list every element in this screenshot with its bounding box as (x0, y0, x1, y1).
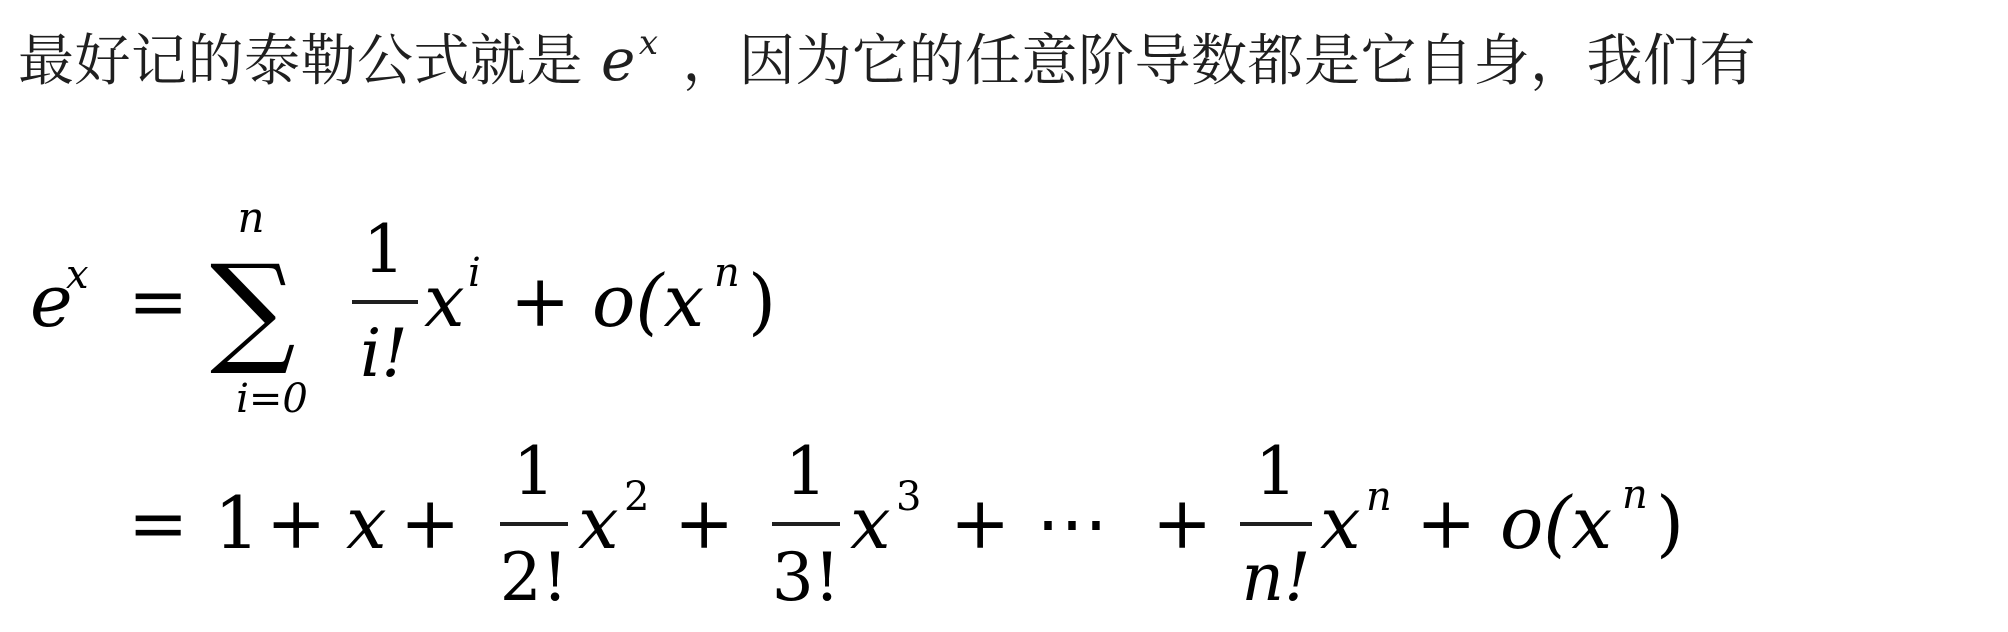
remainder-exponent: n (714, 250, 740, 296)
equals-sign-2: = (128, 481, 189, 565)
intro-text-after-content: ，因为它的任意阶导数都是它自身，我们有 (682, 29, 1757, 94)
plus-sign-4: + (674, 481, 735, 565)
nth-term-exponent: n (1366, 474, 1392, 520)
frac3-numerator: 1 (785, 433, 827, 510)
inline-math-base: e (601, 26, 636, 94)
equals-sign-1: = (128, 259, 189, 343)
linear-term: x (346, 481, 387, 565)
plus-sign-3: + (400, 481, 461, 565)
sum-lower-limit: i=0 (236, 376, 308, 422)
plus-sign-2: + (266, 481, 327, 565)
quadratic-base: x (578, 481, 619, 565)
plus-sign-5: + (950, 481, 1011, 565)
ellipsis: ⋯ (1036, 481, 1108, 565)
fraction-numerator: 1 (363, 211, 405, 288)
remainder-exponent-2: n (1622, 472, 1648, 518)
summation-symbol: ∑ (210, 240, 296, 379)
term-base: x (424, 259, 465, 343)
fracn-numerator: 1 (1255, 433, 1297, 510)
cubic-exponent: 3 (896, 474, 922, 520)
formula-line-2 (128, 433, 1684, 616)
term-exponent: i (468, 250, 481, 296)
remainder-term-2: o(x (1500, 481, 1613, 565)
inline-math-exponent: x (638, 23, 659, 63)
remainder-close-paren-2: ) (1656, 481, 1685, 565)
intro-text-before: 最好记的泰勒公式就是 (18, 29, 583, 94)
frac3-denominator: 3! (771, 539, 841, 616)
frac2-numerator: 1 (513, 433, 555, 510)
plus-sign-1: + (510, 259, 571, 343)
sum-upper-limit: n (237, 193, 265, 242)
plus-sign-7: + (1416, 481, 1477, 565)
remainder-term: o(x (592, 259, 705, 343)
lhs-exponent: x (66, 252, 89, 298)
quadratic-exponent: 2 (624, 474, 650, 520)
frac2-denominator: 2! (499, 539, 569, 616)
lhs-base: e (30, 259, 73, 343)
cubic-base: x (850, 481, 891, 565)
remainder-close-paren: ) (748, 259, 777, 343)
plus-sign-6: + (1152, 481, 1213, 565)
formula-line-1 (30, 193, 776, 422)
constant-one: 1 (214, 481, 260, 565)
nth-term-base: x (1320, 481, 1361, 565)
fraction-denominator: i! (360, 315, 408, 392)
fracn-denominator: n! (1241, 539, 1311, 616)
